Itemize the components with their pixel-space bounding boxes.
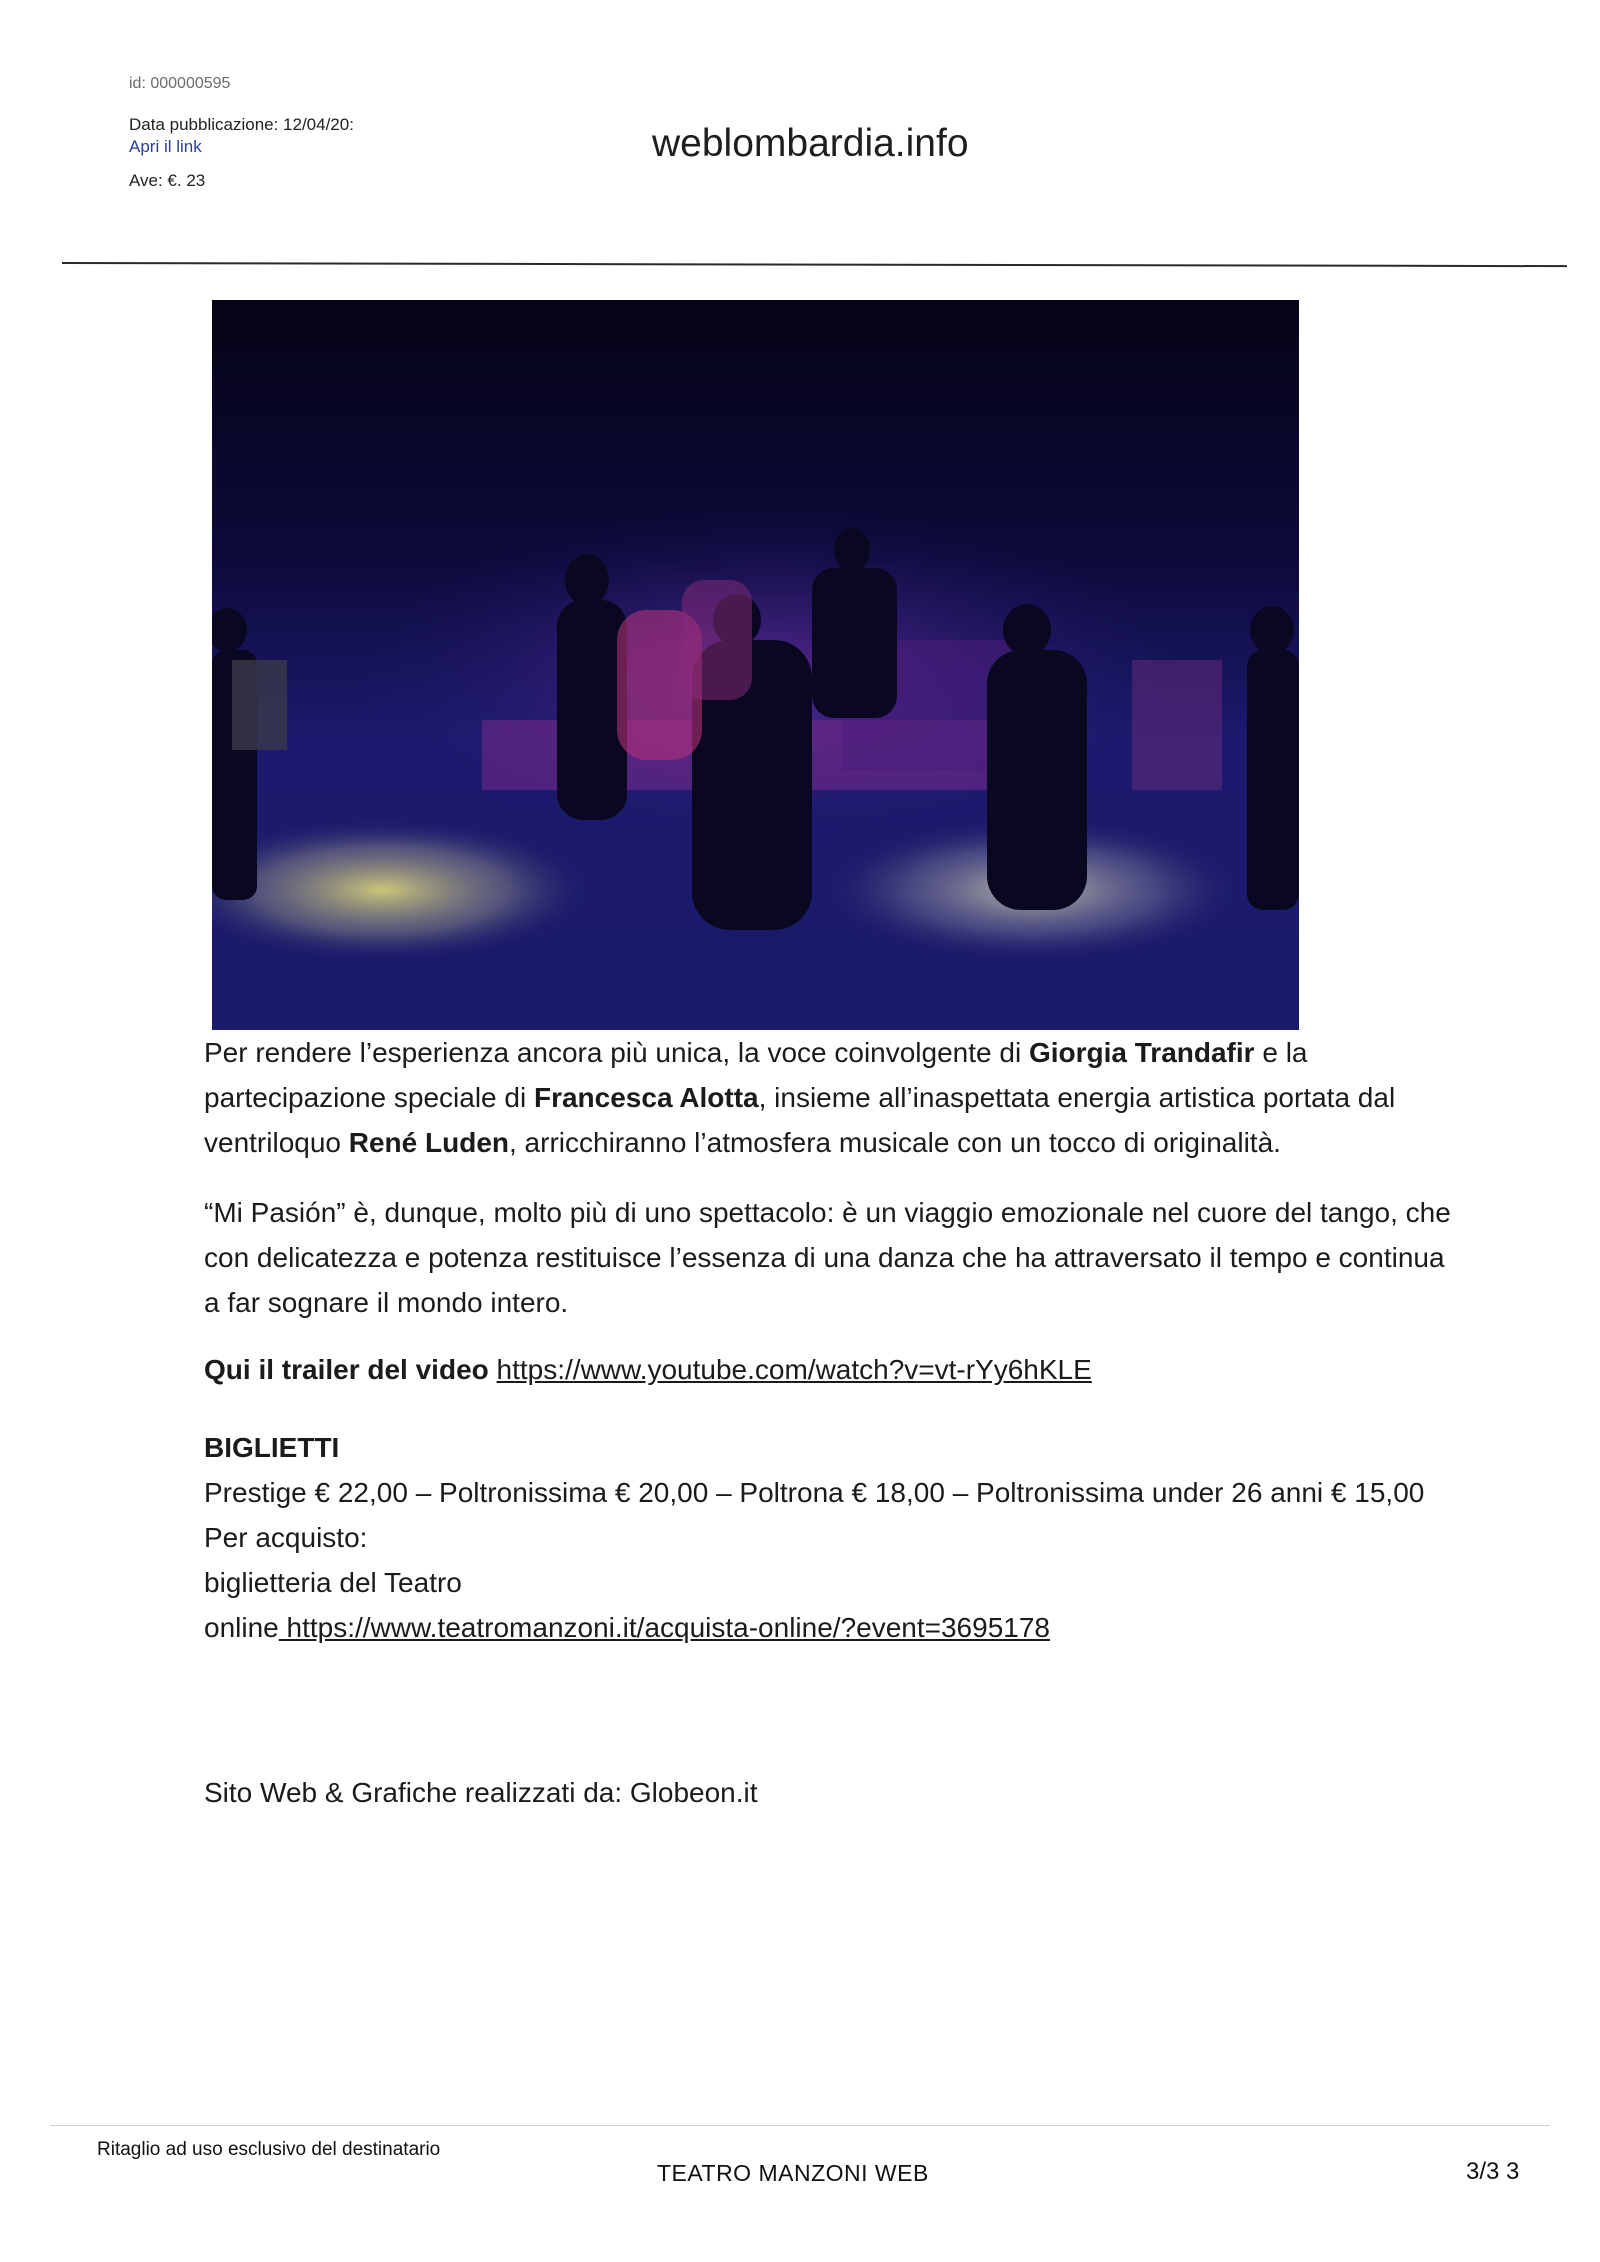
trailer-line — [204, 1347, 1454, 1392]
publication-date: Data pubblicazione: 12/04/20: — [129, 115, 354, 134]
trailer-label: Qui il trailer del video — [204, 1354, 497, 1385]
header-divider — [62, 262, 1567, 267]
footer-source: TEATRO MANZONI WEB — [657, 2160, 929, 2186]
article-paragraph-performers: Per rendere l’esperienza ancora più unica, la voce coinvolgente di Giorgia Trandafir e la partecipazione speciale di Francesca Alotta, insieme all’inaspettata energia artistica portata dal ventriloquo René Luden, arricchiranno l’atmosfera musicale con un tocco di originalità. — [204, 1037, 1396, 1158]
trailer-link[interactable]: https://www.youtube.com/watch?v=vt-rYy6hKLE — [496, 1354, 1092, 1385]
performer-name: Giorgia Trandafir — [1028, 1037, 1255, 1068]
online-purchase-link[interactable]: https://www.teatromanzoni.it/acquista-online/?event=3695178 — [278, 1612, 1050, 1643]
article-paragraph-summary: “Mi Pasión” è, dunque, molto più di uno spettacolo: è un viaggio emozionale nel cuore del tango, che con delicatezza e potenza restituisce l’essenza di una danza che ha attraversato il tempo e continua a far sognare il mondo intero. — [204, 1197, 1451, 1318]
tickets-section — [204, 1425, 1454, 1650]
box-office-label: biglietteria del Teatro — [204, 1567, 462, 1598]
performer-name: Francesca Alotta — [533, 1082, 759, 1113]
stage-photo-image — [212, 300, 1299, 1030]
tickets-heading: BIGLIETTI — [204, 1432, 340, 1463]
footer-disclaimer: Ritaglio ad uso esclusivo del destinatario — [97, 2139, 441, 2160]
ticket-prices: Prestige € 22,00 – Poltronissima € 20,00 – Poltrona € 18,00 – Poltronissima under 26 anni € 15,00 — [204, 1477, 1425, 1508]
document-id: id: 000000595 — [129, 75, 231, 92]
purchase-label: Per acquisto: — [204, 1522, 368, 1553]
site-credits: Sito Web & Grafiche realizzati da: Globeon.it — [204, 1777, 758, 1808]
page-number: 3/3 3 — [1466, 2158, 1520, 2185]
performer-name: René Luden — [348, 1127, 509, 1158]
tango-stage-photo — [212, 300, 1299, 1030]
footer-divider — [50, 2125, 1550, 2126]
masthead-site-name: weblombardia.info — [652, 122, 969, 165]
ave-value: Ave: €. 23 — [129, 171, 206, 190]
open-link[interactable]: Apri il link — [129, 137, 202, 156]
online-label: online — [204, 1612, 279, 1643]
